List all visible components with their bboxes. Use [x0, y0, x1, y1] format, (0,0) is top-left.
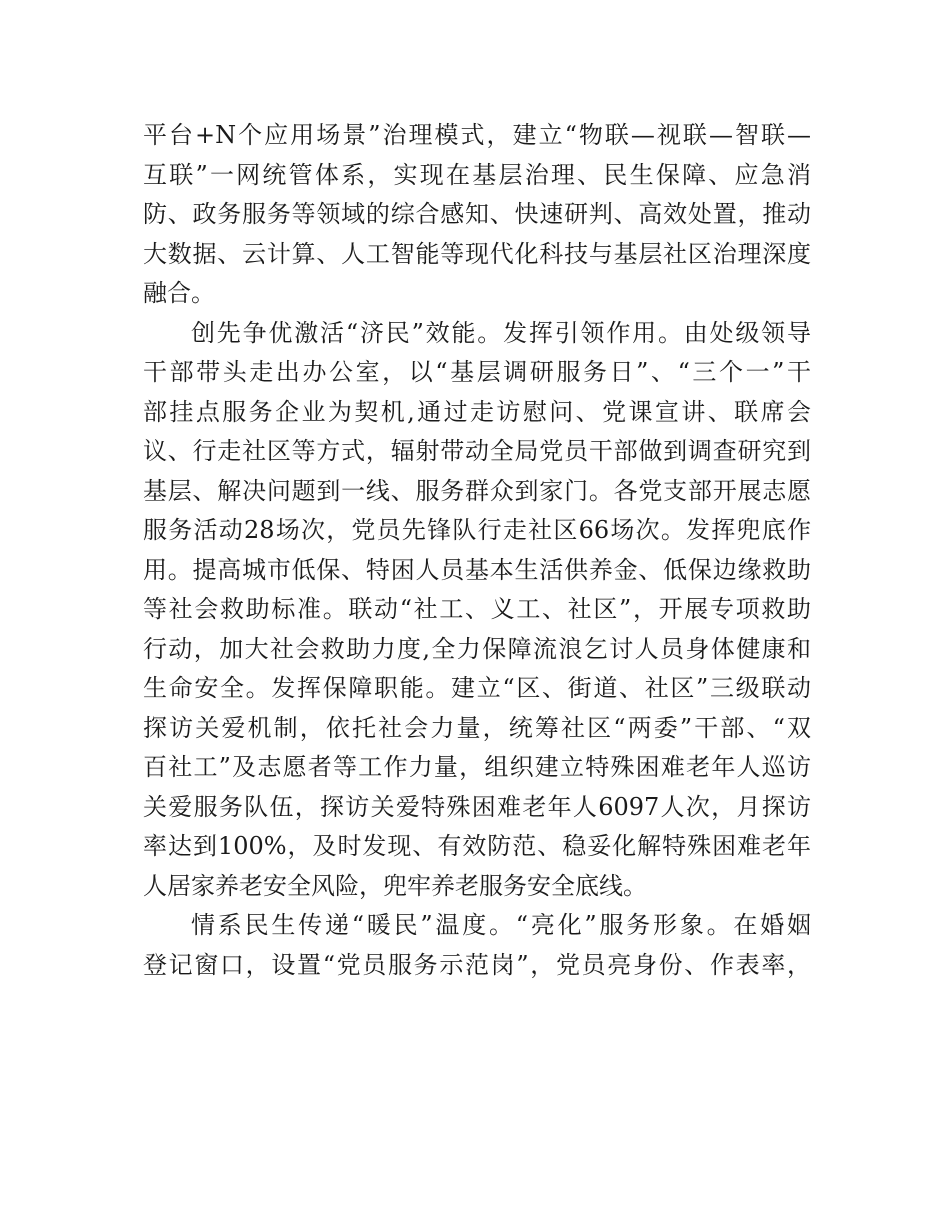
text-line: 用。提高城市低保、特困人员基本生活供养金、低保边缘救助 [143, 555, 811, 584]
text-line: 人居家养老安全风险，兜牢养老服务安全底线。 [143, 871, 647, 900]
paragraph-2 [143, 314, 811, 907]
text-line: 探访关爱机制，依托社会力量，统筹社区“两委”干部、“双 [143, 713, 811, 742]
text-line: 生命安全。发挥保障职能。建立“区、街道、社区”三级联动 [143, 674, 811, 702]
text-line: 部挂点服务企业为契机,通过走访慰问、党课宣讲、联席会 [143, 397, 811, 426]
text-line: 防、政务服务等领域的综合感知、快速研判、高效处置，推动 [143, 200, 811, 228]
paragraph-3 [143, 906, 811, 985]
paragraph-1 [143, 116, 811, 314]
text-line: 干部带头走出办公室，以“基层调研服务日”、“三个一”干 [143, 358, 811, 386]
text-line: 融合。 [143, 279, 215, 307]
text-line: 率达到100%，及时发现、有效防范、稳妥化解特殊困难老年 [143, 832, 811, 860]
body-text [143, 116, 811, 985]
text-line: 服务活动28场次，党员先锋队行走社区66场次。发挥兜底作 [143, 516, 811, 544]
text-line: 创先争优激活“济民”效能。发挥引领作用。由处级领导 [191, 318, 811, 347]
text-line: 等社会救助标准。联动“社工、义工、社区”，开展专项救助 [143, 595, 811, 623]
text-line: 基层、解决问题到一线、服务群众到家门。各党支部开展志愿 [143, 476, 811, 505]
text-line: 百社工”及志愿者等工作力量，组织建立特殊困难老年人巡访 [143, 753, 811, 781]
text-line: 关爱服务队伍，探访关爱特殊困难老年人6097人次，月探访 [143, 792, 811, 821]
text-line: 行动，加大社会救助力度,全力保障流浪乞讨人员身体健康和 [143, 634, 811, 663]
text-line: 登记窗口，设置“党员服务示范岗”，党员亮身份、作表率， [143, 950, 811, 979]
text-line: 大数据、云计算、人工智能等现代化科技与基层社区治理深度 [143, 239, 811, 268]
text-line: 平台+N个应用场景”治理模式，建立“物联—视联—智联— [143, 121, 811, 149]
text-line: 情系民生传递“暖民”温度。“亮化”服务形象。在婚姻 [191, 911, 811, 939]
text-line: 互联”一网统管体系，实现在基层治理、民生保障、应急消 [143, 160, 811, 189]
text-line: 议、行走社区等方式，辐射带动全局党员干部做到调查研究到 [143, 437, 811, 465]
